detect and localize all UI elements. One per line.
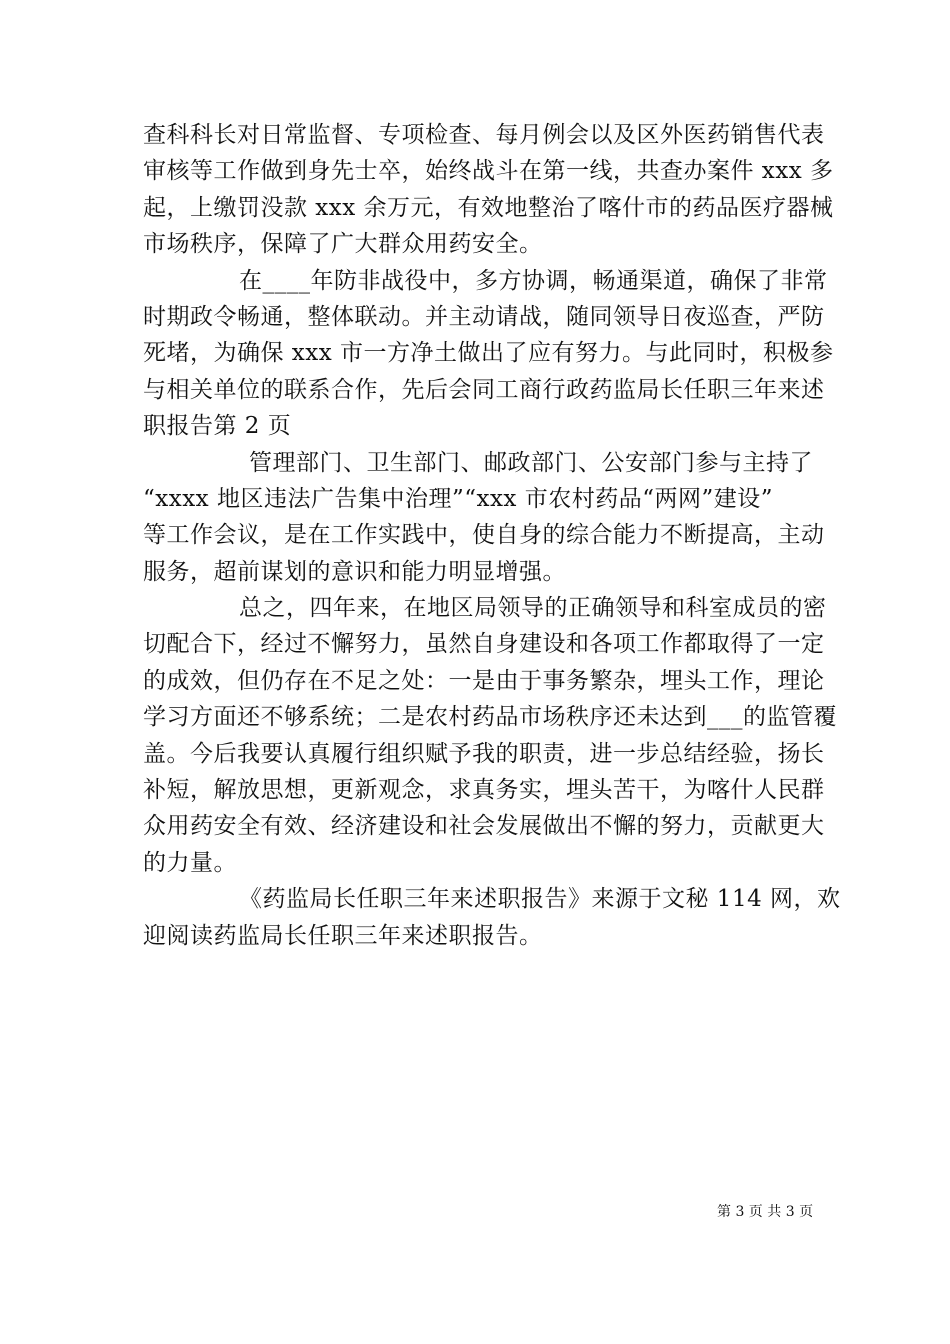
body-line: 的力量。 <box>143 849 237 876</box>
body-line: 等工作会议，是在工作实践中，使自身的综合能力不断提高，主动 <box>143 522 825 549</box>
body-line: 迎阅读药监局长任职三年来述职报告。 <box>143 922 543 949</box>
body-line: 职报告第 2 页 <box>143 413 292 440</box>
document-body <box>143 117 841 954</box>
body-line: 服务，超前谋划的意识和能力明显增强。 <box>143 558 566 585</box>
body-line: 市场秩序，保障了广大群众用药安全。 <box>143 231 543 258</box>
body-line: 审核等工作做到身先士卒，始终战斗在第一线，共查办案件 xxx 多 <box>143 158 834 185</box>
body-line: 的成效，但仍存在不足之处：一是由于事务繁杂，埋头工作，理论 <box>143 667 825 694</box>
paragraph-start-line: 《药监局长任职三年来述职报告》来源于文秘 114 网，欢 <box>239 886 841 913</box>
paragraph-start-line: 管理部门、卫生部门、邮政部门、公安部门参与主持了 <box>249 449 813 476</box>
body-line: 起，上缴罚没款 xxx 余万元，有效地整治了喀什市的药品医疗器械 <box>143 194 834 221</box>
paragraph-start-line: 总之，四年来，在地区局领导的正确领导和科室成员的密 <box>239 595 827 622</box>
page-number-footer: 第 3 页 共 3 页 <box>717 1204 814 1220</box>
body-line: 时期政令畅通，整体联动。并主动请战，随同领导日夜巡查，严防 <box>143 303 825 330</box>
body-line: 盖。今后我要认真履行组织赋予我的职责，进一步总结经验，扬长 <box>143 740 825 767</box>
body-line: 死堵，为确保 xxx 市一方净土做出了应有努力。与此同时，积极参 <box>143 340 834 367</box>
body-line: 查科科长对日常监督、专项检查、每月例会以及区外医药销售代表 <box>143 122 825 148</box>
body-line: 学习方面还不够系统；二是农村药品市场秩序还未达到___的监管覆 <box>143 704 837 731</box>
paragraph-start-line: 在____年防非战役中，多方协调，畅通渠道，确保了非常 <box>239 267 828 294</box>
body-line: 与相关单位的联系合作，先后会同工商行政药监局长任职三年来述 <box>143 376 825 403</box>
body-line: 众用药安全有效、经济建设和社会发展做出不懈的努力，贡献更大 <box>143 813 825 840</box>
body-line: “xxxx 地区违法广告集中治理”“xxx 市农村药品“两网”建设” <box>143 485 773 512</box>
body-line: 补短，解放思想，更新观念，求真务实，埋头苦干，为喀什人民群 <box>143 777 825 804</box>
body-line: 切配合下，经过不懈努力，虽然自身建设和各项工作都取得了一定 <box>143 631 825 658</box>
